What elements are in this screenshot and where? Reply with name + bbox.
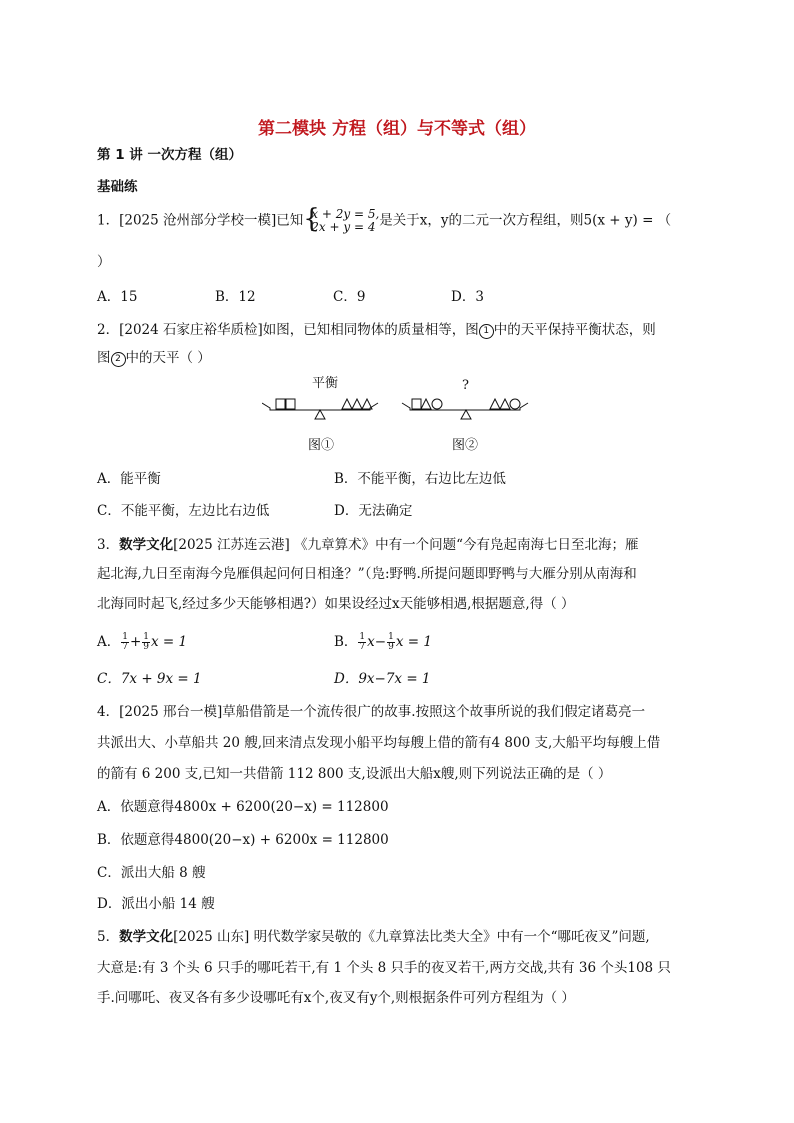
subsection-heading: 基础练: [97, 179, 138, 195]
frac-den: 9: [143, 642, 150, 652]
q1-source: [2025 沧州部分学校一模]已知: [119, 212, 304, 229]
question-4-line2: 共派出大、小草船共 20 艘,回来清点发现小船平均每艘上借的箭有4 800 支,大船平均每艘上借: [97, 735, 661, 751]
q5-tag: 数学文化: [119, 929, 174, 945]
figure-1-caption: 图①: [308, 438, 335, 453]
q2-text3: 图: [97, 350, 111, 366]
frac-num: 1: [388, 632, 394, 642]
q4-option-a: A．依题意得4800x + 6200(20−x) = 112800: [97, 799, 389, 815]
figure-2-ref: 2: [111, 352, 126, 367]
q1-continuation: ）: [97, 254, 111, 270]
q2-text2: 中的天平保持平衡状态，则: [493, 322, 656, 338]
q1-eq2: 2x + y = 4: [311, 220, 376, 234]
q2-number: 2．: [97, 322, 120, 338]
q2-option-a: A．能平衡: [97, 471, 161, 487]
q4-option-d: D．派出小船 14 艘: [97, 896, 215, 912]
right-triangle-a: [490, 399, 500, 409]
question-3-line3: 北海同时起飞,经过多少天能够相遇?）如果设经过x天能够相遇,根据题意,得（ ）: [97, 596, 575, 612]
right-circle: [510, 399, 520, 409]
right-triangle-2: [352, 399, 362, 409]
balance-2: [402, 378, 528, 453]
q5-text1: [2025 山东] 明代数学家吴敬的《九章算法比类大全》中有一个“哪吒夜叉”问题,: [173, 929, 650, 945]
balance-1-fulcrum: [315, 410, 325, 419]
q1-stem: 是关于x，y的二元一次方程组，则5(x + y) = （: [379, 212, 672, 229]
question-1: [97, 204, 672, 234]
fraction-one-ninth-a: [142, 633, 150, 652]
question-3-line2: 起北海,九日至南海今凫雁俱起问何日相逢？”（凫:野鸭.所提问题即野鸭与大雁分别从南海和: [97, 566, 637, 582]
q1-option-d: D．3: [451, 289, 484, 305]
q1-option-b: B．12: [215, 289, 256, 305]
q4-option-b: B．依题意得4800(20−x) + 6200x = 112800: [97, 832, 389, 848]
q1-option-a: A．15: [97, 289, 138, 305]
q2-option-b: B．不能平衡，右边比左边低: [334, 471, 506, 487]
figure-1-ref: 1: [479, 324, 494, 339]
left-square-2: [286, 399, 295, 409]
balance-1-label: 平衡: [312, 376, 339, 391]
q3-number: 3．: [97, 537, 120, 553]
q3-option-a-tail: x = 1: [151, 634, 188, 650]
q3-option-a: A． $\frac{1}{7}$ + $\frac{1}{9}$ x = 1: [97, 632, 188, 652]
q1-equation-system: { x + 2y = 5, 2x + y = 4: [303, 204, 380, 234]
question-4-line3: 的箭有 6 200 支,已知一共借箭 112 800 支,设派出大船x艘,则下列说法正确的是（ ）: [97, 766, 612, 782]
frac-den: 9: [388, 642, 394, 652]
q2-option-c: C．不能平衡，左边比右边低: [97, 503, 270, 519]
q3-text1: [2025 江苏连云港] 《九章算术》中有一个问题“今有凫起南海七日至北海；雁: [173, 537, 639, 553]
frac-num: 1: [122, 632, 128, 642]
q2-text4: 中的天平（ ）: [125, 350, 211, 366]
question-2-line1: [97, 318, 656, 339]
left-circle: [432, 399, 442, 409]
balance-figure: [262, 375, 532, 457]
q1-number: 1．: [97, 212, 120, 229]
question-5-line3: 手.问哪吒、夜叉各有多少设哪吒有x个,夜叉有y个,则根据条件可列方程组为（ ）: [97, 990, 575, 1006]
q1-option-c: C．9: [333, 289, 366, 305]
balance-2-label: ?: [462, 378, 469, 393]
q4-number: 4．: [97, 704, 120, 720]
q2-option-d: D．无法确定: [334, 503, 413, 519]
q1-eq1: x + 2y = 5,: [311, 207, 380, 221]
q2-text1: [2024 石家庄裕华质检]如图，已知相同物体的质量相等，图: [119, 322, 479, 338]
question-2-line2: [97, 346, 211, 367]
right-triangle-b: [500, 399, 510, 409]
q5-number: 5．: [97, 929, 120, 945]
balance-1: [262, 376, 378, 453]
q3-option-b: B． $\frac{1}{7}$ x− $\frac{1}{9}$ x = 1: [334, 632, 432, 652]
module-title: 第二模块 方程（组）与不等式（组）: [258, 119, 536, 139]
figure-2-caption: 图②: [452, 438, 479, 453]
frac-den: 7: [359, 642, 366, 652]
q3-option-b-tail: x = 1: [395, 634, 432, 650]
question-5-line2: 大意是:有 3 个头 6 只手的哪吒若干,有 1 个头 8 只手的夜叉若干,两方交战,共有 36 个头108 只: [97, 960, 671, 976]
question-4-line1: [97, 700, 645, 720]
frac-num: 1: [359, 632, 366, 642]
question-5-line1: [97, 925, 650, 945]
balance-2-fulcrum: [461, 410, 471, 419]
q4-text1: [2025 邢台一模]草船借箭是一个流传很广的故事.按照这个故事所说的我们假定诸葛亮一: [119, 704, 646, 720]
q3-option-b-label: B．: [334, 634, 358, 650]
fraction-one-ninth-b: [387, 633, 395, 652]
q3-option-c: C．7x + 9x = 1: [97, 671, 202, 687]
left-square-1: [276, 399, 285, 409]
fraction-one-seventh-b: [358, 633, 366, 652]
q3-tag: 数学文化: [119, 537, 174, 553]
left-square: [412, 399, 421, 409]
q3-option-a-label: A．: [97, 634, 121, 650]
frac-num: 1: [143, 632, 150, 642]
frac-den: 7: [122, 642, 128, 652]
right-triangle-1: [342, 399, 352, 409]
q4-option-c: C．派出大船 8 艘: [97, 865, 206, 881]
question-3-line1: [97, 533, 638, 553]
fraction-one-seventh-a: [121, 633, 129, 652]
left-triangle: [421, 399, 431, 409]
section-heading: 第 1 讲 一次方程（组）: [97, 147, 242, 163]
q3-option-d: D．9x−7x = 1: [334, 671, 431, 687]
